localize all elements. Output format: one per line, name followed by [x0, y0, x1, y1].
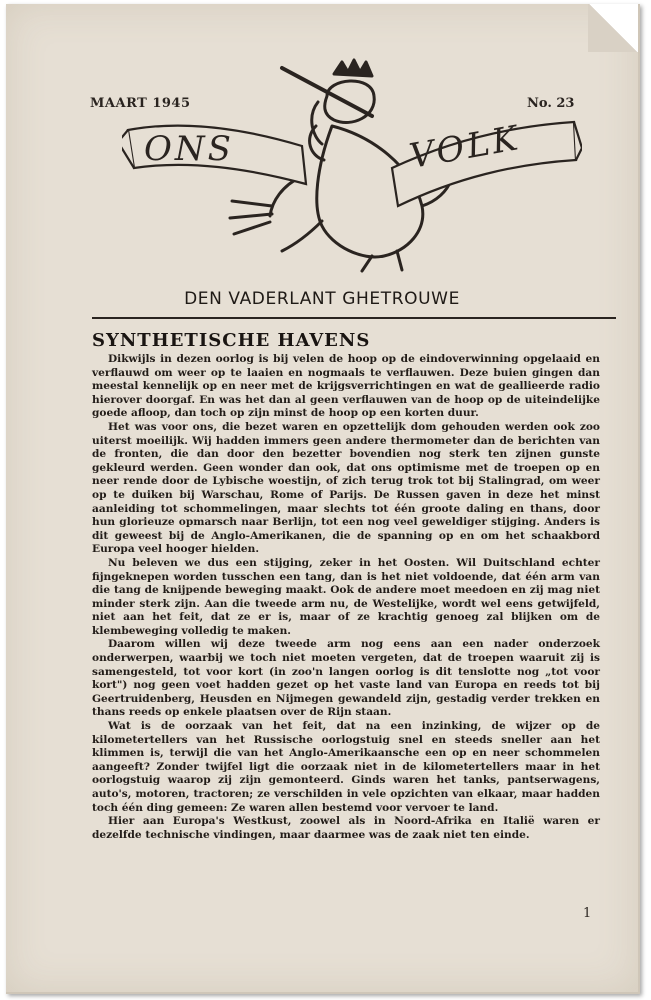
paragraph: Wat is de oorzaak van het feit, dat na een inzinking, de wijzer op de kilometertellers van het Russische oorlogstuig snel en steeds sneller aan het klimmen is, terwijl die van het Anglo-Amerikaansche een op en neer schommelen aangeeft? Zonder twijfel ligt die oorzaak niet in de kilometertellers maar in het oorlogstuig waarop zij zijn gemonteerd. Ginds waren het tanks, pantserwagens, auto's, motoren, tractoren; ze verschilden in vele opzichten van elkaar, maar hadden toch één ding gemeen: Ze waren allen bestemd voor vervoer te land.	[92, 720, 600, 814]
motto: DEN VADERLANT GHETROUWE	[184, 289, 460, 309]
title-left: ONS	[144, 129, 234, 169]
paragraph: Het was voor ons, die bezet waren en opzettelijk dom gehouden werden ook zoo uiterst moeilijk. Wij hadden immers geen andere thermometer dan de berichten van de fronten, die dan door den bezetter bovendien nog sterk ten zijnen gunste gekleurd werden. Geen wonder dan ook, dat ons optimisme met de troepen op en neer rende door de Lybische woestijn, of zich terug trok tot bij Stalingrad, om weer op te duiken bij Warschau, Rome of Parijs. De Russen gaven in deze het minst aanleiding tot schommelingen, maar slechts tot één groote daling en thans, door hun glorieuze opmarsch naar Berlijn, tot een nog veel geweldiger stijging. Anders is dit geweest bij de Anglo-Amerikanen, die de spanning op en om het schaakbord Europa veel hooger hielden.	[92, 420, 600, 556]
folded-corner	[588, 4, 638, 52]
issue-date: MAART 1945	[90, 96, 191, 111]
header-divider	[92, 317, 616, 319]
article-body	[92, 353, 600, 842]
masthead-emblem	[122, 56, 582, 276]
paragraph: Dikwijls in dezen oorlog is bij velen de hoop op de eindoverwinning opgelaaid en verflauwd om weer op te laaien en nogmaals te verflauwen. Deze buien gingen dan meestal kennelijk op en neer met de krijgsverrichtingen en wat de geallieerde radio hierover doorgaf. En was het dan al geen verflauwen van de hoop op de uiteindelijke goede afloop, dan toch op zijn minst de hoop op een korten duur.	[92, 353, 600, 420]
paragraph: Hier aan Europa's Westkust, zoowel als in Noord-Afrika en Italië waren er dezelfde technische vindingen, maar daarmee was de zaak niet ten einde.	[92, 815, 600, 841]
paragraph: Daarom willen wij deze tweede arm nog eens aan een nader onderzoek onderwerpen, waarbij we toch niet moeten vergeten, dat de troepen waaruit zij is samengesteld, tot voor kort (in zoo'n langen oorlog is dit tenslotte nog „tot voor kort") nog geen voet hadden gezet op het vaste land van Europa en reeds tot bij Geertruidenberg, Heusden en Nijmegen gewandeld zijn, gestadig verder trekken en thans reeds op enkele plaatsen over de Rijn staan.	[92, 638, 600, 719]
article-headline: SYNTHETISCHE HAVENS	[92, 330, 371, 351]
newsletter-page	[6, 4, 640, 994]
paragraph: Nu beleven we dus een stijging, zeker in het Oosten. Wil Duitschland echter fijngeknepen worden tusschen een tang, dan is het niet voldoende, dat één arm van die tang de knijpende beweging maakt. Ook de andere moet meedoen en zij mag niet minder sterk zijn. Aan die tweede arm nu, de Westelijke, wordt wel eens getwijfeld, niet aan het feit, dat ze er is, maar of ze krachtig genoeg zal blijken om de klembeweging volledig te maken.	[92, 556, 600, 637]
issue-number: No. 23	[527, 96, 575, 111]
page-number: 1	[583, 906, 592, 921]
title-right: VOLK	[406, 118, 524, 177]
